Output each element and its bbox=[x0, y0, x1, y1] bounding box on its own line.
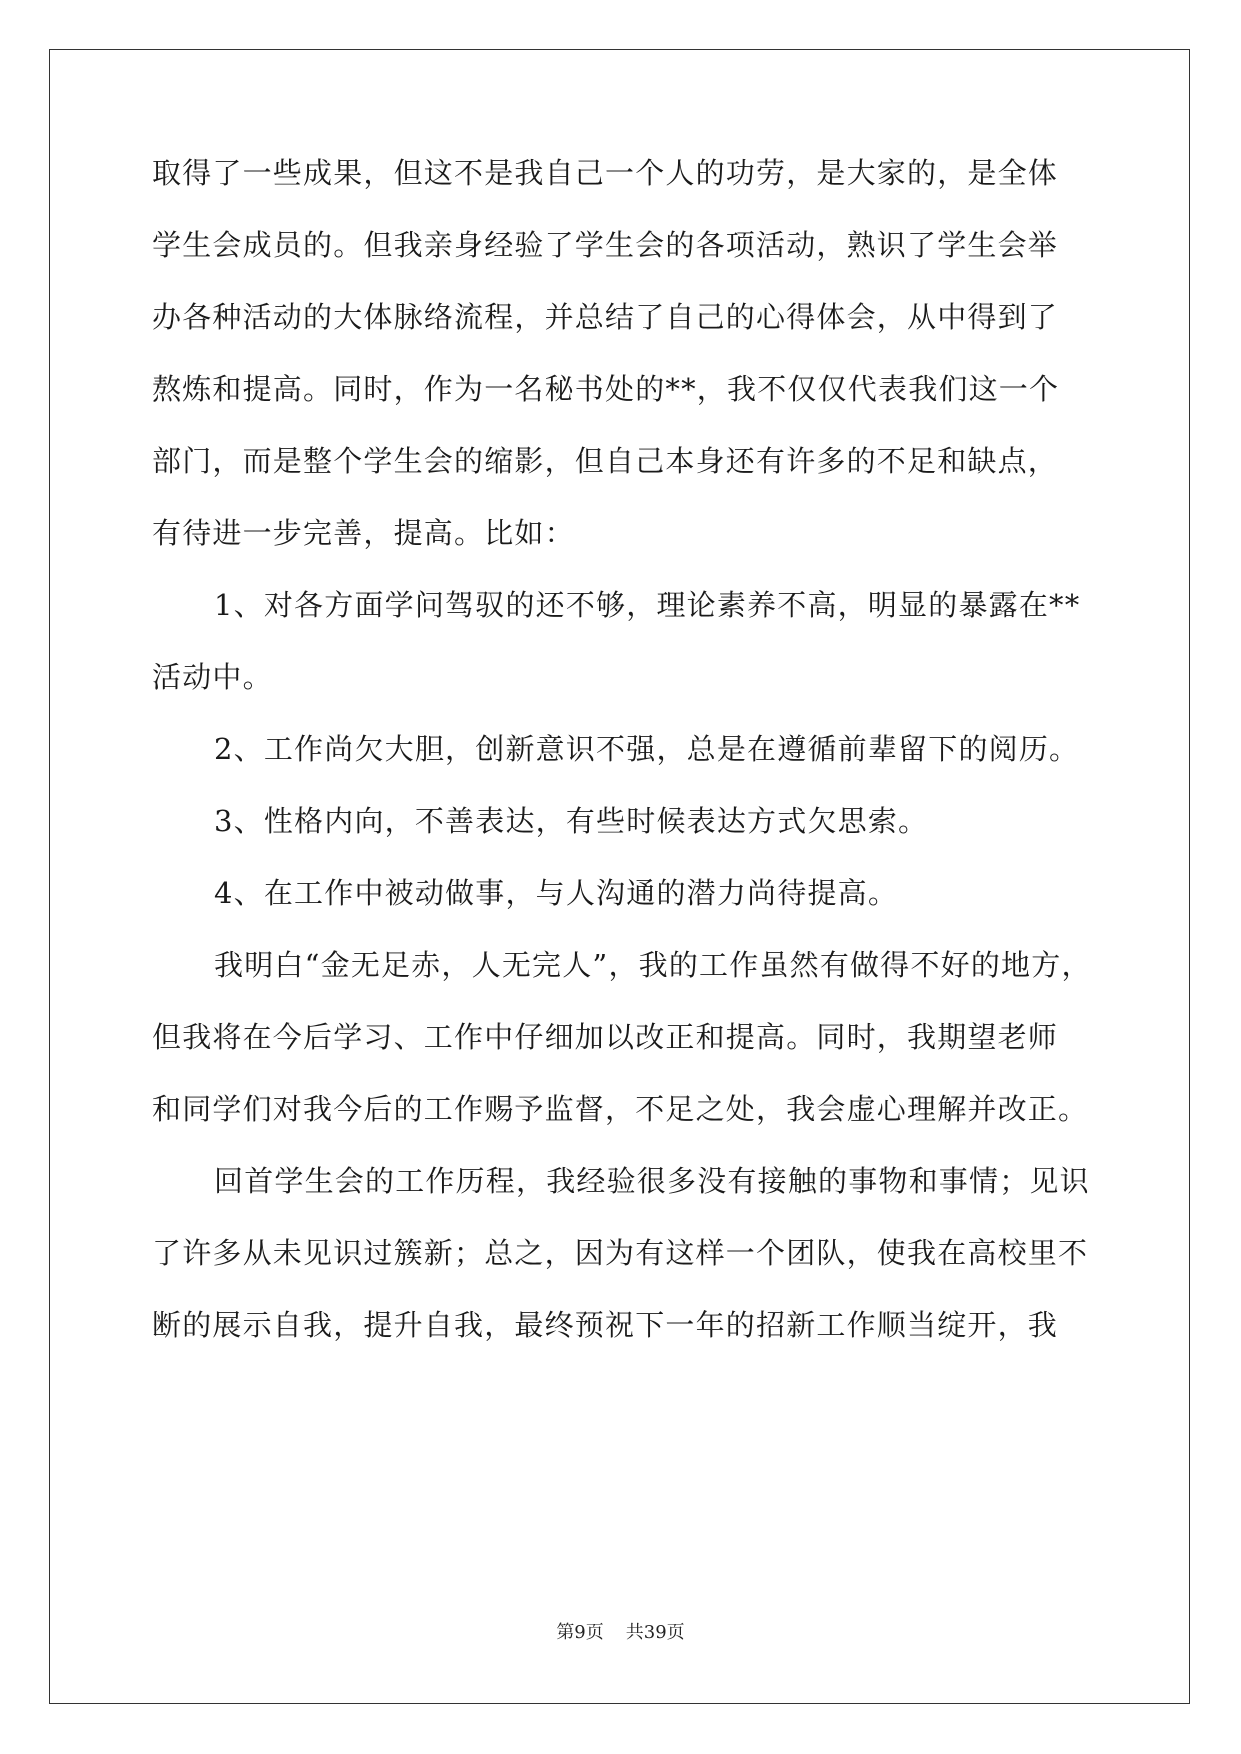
text-line-7: 1、对各方面学问驾驭的还不够，理论素养不高，明显的暴露在** bbox=[214, 588, 1081, 622]
text-line-13: 但我将在今后学习、工作中仔细加以改正和提高。同时，我期望老师 bbox=[152, 1020, 1059, 1054]
text-line-8: 活动中。 bbox=[152, 660, 273, 694]
page-footer bbox=[0, 1621, 1241, 1645]
text-line-6: 有待进一步完善，提高。比如： bbox=[152, 516, 575, 550]
text-line-2: 学生会成员的。但我亲身经验了学生会的各项活动，熟识了学生会举 bbox=[152, 228, 1059, 262]
text-line-4: 熬炼和提高。同时，作为一名秘书处的**，我不仅仅代表我们这一个 bbox=[152, 372, 1060, 406]
page-number: 第9页 bbox=[556, 1622, 604, 1643]
page-total: 共39页 bbox=[625, 1622, 685, 1643]
text-line-11: 4、在工作中被动做事，与人沟通的潜力尚待提高。 bbox=[214, 876, 899, 910]
text-line-10: 3、性格内向，不善表达，有些时候表达方式欠思索。 bbox=[214, 804, 929, 838]
text-line-9: 2、工作尚欠大胆，创新意识不强，总是在遵循前辈留下的阅历。 bbox=[214, 732, 1080, 766]
text-line-14: 和同学们对我今后的工作赐予监督，不足之处，我会虚心理解并改正。 bbox=[152, 1092, 1089, 1126]
text-line-17: 断的展示自我，提升自我，最终预祝下一年的招新工作顺当绽开，我 bbox=[152, 1308, 1059, 1342]
text-line-16: 了许多从未见识过簇新；总之，因为有这样一个团队，使我在高校里不 bbox=[152, 1236, 1089, 1270]
text-line-3: 办各种活动的大体脉络流程，并总结了自己的心得体会，从中得到了 bbox=[152, 300, 1059, 334]
text-line-15: 回首学生会的工作历程，我经验很多没有接触的事物和事情；见识 bbox=[214, 1164, 1090, 1198]
text-line-1: 取得了一些成果，但这不是我自己一个人的功劳，是大家的，是全体 bbox=[152, 156, 1059, 190]
text-line-12: 我明白“金无足赤，人无完人”，我的工作虽然有做得不好的地方， bbox=[214, 948, 1092, 982]
text-line-5: 部门，而是整个学生会的缩影，但自己本身还有许多的不足和缺点， bbox=[152, 444, 1059, 478]
